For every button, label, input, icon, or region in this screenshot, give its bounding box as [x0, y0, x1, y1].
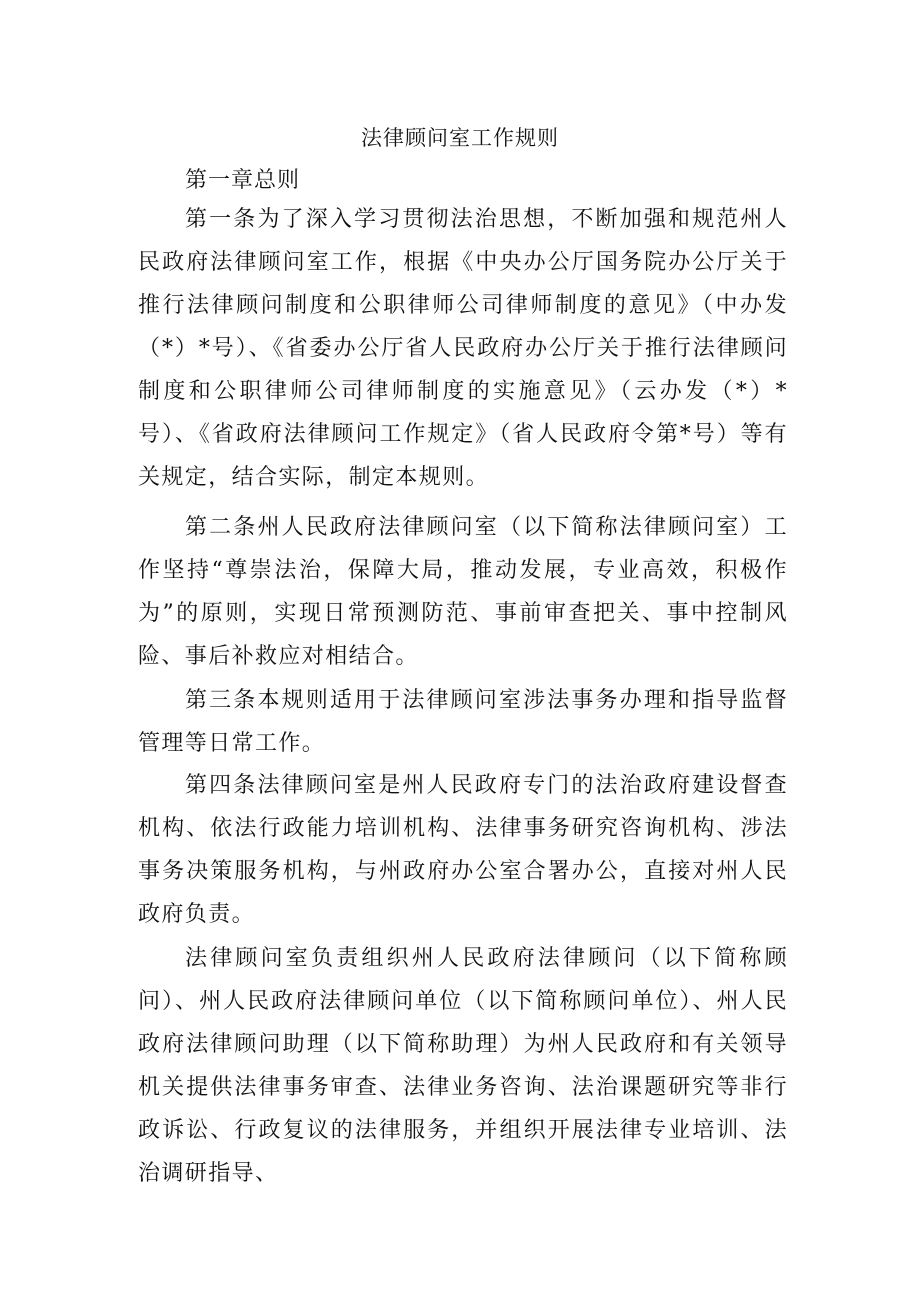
- document-title: 法律顾问室工作规则: [361, 126, 559, 150]
- chapter-heading: 第一章总则: [185, 168, 301, 193]
- article-4-paragraph: 第四条法律顾问室是州人民政府专门的法治政府建设督查机构、依法行政能力培训机构、法律事务研究咨询机构、涉法事务决策服务机构，与州政府办公室合署办公，直接对州人民政府负责。: [138, 773, 788, 927]
- article-1-paragraph: 第一条为了深入学习贯彻法治思想，不断加强和规范州人民政府法律顾问室工作，根据《中央办公厅国务院办公厅关于推行法律顾问制度和公职律师公司律师制度的意见》（中办发（*）*号）、《省委办公厅省人民政府办公厅关于推行法律顾问制度和公职律师公司律师制度的实施意见》（云办发（*）*号）、《省政府法律顾问工作规定》（省人民政府令第*号）等有关规定，结合实际，制定本规则。: [138, 207, 788, 490]
- article-3-paragraph: 第三条本规则适用于法律顾问室涉法事务办理和指导监督管理等日常工作。: [138, 688, 788, 756]
- article-2-paragraph: 第二条州人民政府法律顾问室（以下简称法律顾问室）工作坚持“尊崇法治，保障大局，推动发展，专业高效，积极作为”的原则，实现日常预测防范、事前审查把关、事中控制风险、事后补救应对相结合。: [138, 515, 788, 669]
- article-4-continuation-paragraph: 法律顾问室负责组织州人民政府法律顾问（以下简称顾问）、州人民政府法律顾问单位（以下简称顾问单位）、州人民政府法律顾问助理（以下简称助理）为州人民政府和有关领导机关提供法律事务审查、法律业务咨询、法治课题研究等非行政诉讼、行政复议的法律服务，并组织开展法律专业培训、法治调研指导、: [138, 946, 788, 1186]
